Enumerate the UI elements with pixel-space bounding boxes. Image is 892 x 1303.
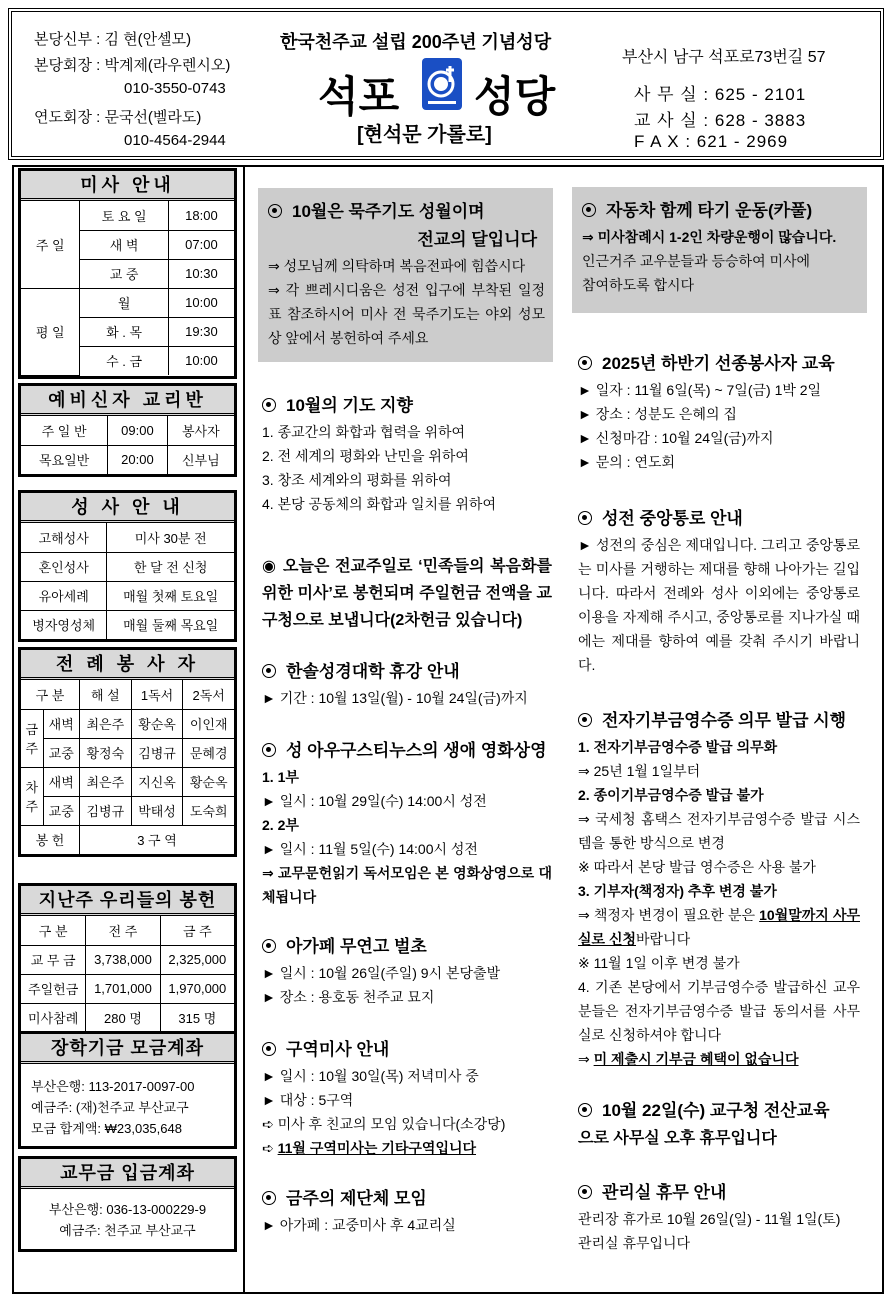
table-cell: 도숙희	[183, 796, 234, 825]
notice-e-receipt	[578, 707, 860, 1071]
notice-line: 인근거주 교우분들과 등승하여 미사에	[582, 253, 811, 269]
ministers-panel	[18, 647, 237, 857]
bullet-icon	[262, 398, 276, 412]
notice-line: 2. 전 세계의 평화와 난민을 위하여	[262, 448, 469, 464]
notice-line: 4. 본당 공동체의 화합과 일치를 위하여	[262, 496, 496, 512]
notice-line	[262, 1136, 557, 1160]
table-cell: 김병규	[79, 796, 131, 825]
table-cell: 주일헌금	[21, 974, 86, 1003]
table-row	[21, 581, 234, 610]
table-cell: 2,325,000	[160, 945, 234, 974]
notice-groups	[262, 1185, 557, 1237]
church-logo	[422, 58, 462, 110]
bullet-icon	[262, 1191, 276, 1205]
column-divider	[243, 165, 245, 1294]
sacraments-panel	[18, 490, 237, 642]
dues-panel	[18, 1156, 237, 1252]
notice-title-text: 성 아우구스티누스의 생애 영화상영	[286, 741, 547, 760]
notice-line: ► 장소 : 성분도 은혜의 집	[578, 406, 737, 422]
table-cell: 2독서	[183, 680, 234, 709]
table-cell: 미사 30분 전	[107, 523, 234, 552]
table-cell: 구 분	[21, 916, 86, 945]
text-segment: 미 제출시 기부금 혜택이 없습니다	[593, 1051, 799, 1067]
table-cell: 병자영성체	[21, 610, 107, 639]
table-cell: 새벽	[43, 767, 79, 796]
panel-title: 전 례 봉 사 자	[21, 650, 234, 680]
scholarship-account	[21, 1064, 234, 1151]
table-cell: 박태성	[131, 796, 183, 825]
table-cell: 매월 첫째 토요일	[107, 581, 234, 610]
table-cell: 새벽	[43, 709, 79, 738]
table-cell: 금 주	[160, 916, 234, 945]
table-row	[21, 416, 234, 445]
pastor-info: 본당신부 : 김 현(안셀모)	[34, 31, 192, 48]
notice-district-mass	[262, 1036, 557, 1160]
church-address: 부산시 남구 석포로73번길 57	[622, 49, 826, 66]
table-cell: 봉 헌	[21, 825, 79, 854]
table-cell: 토 요 일	[80, 201, 168, 230]
table-row	[21, 288, 234, 317]
notice-line: 관리장 휴가로 10월 26일(일) - 11월 1일(토)	[578, 1211, 841, 1227]
notice-title	[578, 505, 860, 533]
notice-line: 관리실 휴무입니다	[578, 1235, 691, 1251]
text-segment: ➪	[262, 1140, 278, 1156]
notice-office-closed	[578, 1097, 860, 1152]
table-cell: 최은주	[79, 767, 131, 796]
panel-title: 장학기금 모금계좌	[21, 1034, 234, 1064]
table-cell: 평 일	[21, 288, 80, 375]
table-cell: 전 주	[86, 916, 160, 945]
table-cell: 황정숙	[79, 738, 131, 767]
bullet-icon	[578, 1103, 592, 1117]
table-cell: 19:30	[168, 317, 234, 346]
notice-title	[262, 933, 557, 961]
notice-title	[578, 707, 860, 735]
text-segment: 바랍니다	[636, 931, 691, 947]
table-row	[21, 916, 234, 945]
table-cell: 월	[80, 288, 168, 317]
notice-line: ► 대상 : 5구역	[262, 1092, 354, 1108]
notice-line: ⇒ 교무문헌읽기 독서모임은 본 영화상영으로 대체됩니다	[262, 865, 552, 905]
notice-line: ⇒ 성모님께 의탁하며 복음전파에 힘씁시다	[268, 258, 526, 274]
notice-cemetery	[262, 933, 557, 1009]
table-cell: 1,970,000	[160, 974, 234, 1003]
notice-line: ► 기간 : 10월 13일(월) - 10월 24일(금)까지	[262, 690, 528, 706]
notice-title	[262, 1036, 557, 1064]
bullet-icon	[268, 204, 282, 218]
notice-title-text: 성전 중앙통로 안내	[602, 509, 743, 528]
table-cell: 구 분	[21, 680, 79, 709]
table-cell: 교 중	[80, 259, 168, 288]
table-row	[21, 445, 234, 474]
ministers-table	[21, 680, 234, 854]
table-row	[21, 709, 234, 738]
notice-volunteer-edu	[578, 350, 868, 474]
table-row	[21, 767, 234, 796]
president-info: 본당회장 : 박계제(라우렌시오)	[34, 57, 231, 74]
notice-line: ► 장소 : 용호동 천주교 묘지	[262, 989, 435, 1005]
notice-title	[578, 1179, 868, 1207]
notice-title-text: 10월은 묵주기도 성월이며	[292, 202, 485, 221]
notice-line: ⇒ 25년 1월 1일부터	[578, 763, 701, 779]
notice-title-text: 2025년 하반기 선종봉사자 교육	[602, 354, 835, 373]
table-cell: 김병규	[131, 738, 183, 767]
notice-aisle	[578, 505, 860, 677]
notice-title-line2: 전교의 달입니다	[417, 230, 537, 249]
account-line: 모금 합계액: ₩23,035,648	[31, 1121, 182, 1136]
notice-line: 2. 종이기부금영수증 발급 불가	[578, 787, 764, 803]
account-line: 부산은행: 036-13-000229-9	[48, 1202, 207, 1217]
table-cell: 교중	[43, 796, 79, 825]
table-row	[21, 552, 234, 581]
notice-line: ※ 따라서 본당 발급 영수증은 사용 불가	[578, 859, 816, 875]
notice-title-text: 한솔성경대학 휴강 안내	[286, 662, 460, 681]
table-cell: 혼인성사	[21, 552, 107, 581]
table-cell: 3 구 역	[79, 825, 234, 854]
notice-line: ► 일자 : 11월 6일(목) ~ 7일(금) 1박 2일	[578, 382, 822, 398]
notice-title-text: 전자기부금영수증 의무 발급 시행	[602, 711, 847, 730]
table-row	[21, 825, 234, 854]
notice-line: 2. 2부	[262, 817, 299, 833]
notice-line: ► 일시 : 10월 30일(목) 저녁미사 중	[262, 1068, 479, 1084]
notice-line: ► 문의 : 연도회	[578, 454, 676, 470]
notice-title	[582, 197, 859, 225]
bullet-icon	[262, 939, 276, 953]
anniversary-title: 한국천주교 설립 200주년 기념성당	[280, 32, 552, 52]
bullet-icon	[578, 511, 592, 525]
notice-carpool	[572, 187, 867, 313]
notice-line: ► 일시 : 10월 29일(수) 14:00시 성전	[262, 793, 487, 809]
notice-line: ◉ 오늘은 전교주일로 ‘민족들의 복음화를 위한 미사’로 봉헌되며 주일헌금 전액을 교구청으로 보냅니다(2차헌금 있습니다)	[262, 558, 552, 629]
notice-line: 1. 전자기부금영수증 발급 의무화	[578, 739, 778, 755]
table-cell: 화 . 목	[80, 317, 168, 346]
fax-number: F A X : 621 - 2969	[634, 132, 789, 151]
notice-line: ► 일시 : 11월 5일(수) 14:00시 성전	[262, 841, 478, 857]
table-cell: 해 설	[79, 680, 131, 709]
table-cell: 미사참례	[21, 1003, 86, 1032]
mass-schedule-table	[21, 201, 234, 376]
offering-table	[21, 916, 234, 1032]
notice-caretaker	[578, 1179, 868, 1255]
table-cell: 주 일 반	[21, 416, 108, 445]
table-cell: 매월 둘째 목요일	[107, 610, 234, 639]
bullet-icon	[578, 713, 592, 727]
notice-line: 3. 기부자(책정자) 추후 변경 불가	[578, 883, 777, 899]
notice-line: 1. 1부	[262, 769, 299, 785]
table-row	[21, 523, 234, 552]
table-cell: 황순옥	[131, 709, 183, 738]
notice-title	[578, 1097, 860, 1125]
patron-saint: [현석문 가롤로]	[357, 124, 492, 146]
notice-line: 1. 종교간의 화합과 협력을 위하여	[262, 424, 466, 440]
notice-bible-college	[262, 658, 557, 710]
bullet-icon	[262, 743, 276, 757]
bullet-icon	[582, 203, 596, 217]
notice-line: 참여하도록 합시다	[582, 277, 695, 293]
table-cell: 이인재	[183, 709, 234, 738]
notice-title-text: 아가페 무연고 벌초	[286, 937, 427, 956]
table-cell: 07:00	[168, 230, 234, 259]
table-cell: 1,701,000	[86, 974, 160, 1003]
table-cell: 지신옥	[131, 767, 183, 796]
notice-line: ► 성전의 중심은 제대입니다. 그리고 중앙통로는 미사를 거행하는 제대를 향해 나아가는 길입니다. 따라서 전례와 성사 이외에는 중앙통로 이용을 자제해 주시고, 중앙통로를 지나가실 때에는 제대를 향하여 예를 갖춰 주시기 바랍니다.	[578, 537, 860, 673]
sacraments-table	[21, 523, 234, 639]
account-line: 예금주: (재)천주교 부산교구	[31, 1100, 189, 1115]
table-row	[21, 945, 234, 974]
table-cell: 20:00	[108, 445, 167, 474]
church-name-right: 성당	[474, 73, 556, 120]
table-cell: 10:30	[168, 259, 234, 288]
text-segment: 10월말까지 사무실로 신청	[578, 907, 860, 947]
table-cell: 280 명	[86, 1003, 160, 1032]
notice-line	[578, 903, 860, 951]
table-cell: 봉사자	[167, 416, 234, 445]
association-info: 연도회장 : 문국선(벨라도)	[34, 109, 202, 126]
panel-title: 지난주 우리들의 봉헌	[21, 886, 234, 916]
table-row	[21, 796, 234, 825]
teacher-phone: 교 사 실 : 628 - 3883	[634, 111, 807, 130]
notice-line: 3. 창조 세계와의 평화를 위하여	[262, 472, 452, 488]
table-row	[21, 680, 234, 709]
table-cell: 1독서	[131, 680, 183, 709]
notice-title	[578, 350, 868, 378]
notice-title-text: 10월의 기도 지향	[286, 396, 413, 415]
notice-rosary	[258, 188, 553, 362]
account-line: 부산은행: 113-2017-0097-00	[31, 1079, 195, 1094]
table-cell: 315 명	[160, 1003, 234, 1032]
notice-line: 4. 기존 본당에서 기부금영수증 발급하신 교우분들은 전자기부금영수증 발급 동의서를 사무실로 신청하셔야 합니다	[578, 979, 860, 1043]
bullet-icon	[578, 1185, 592, 1199]
offering-panel	[18, 883, 237, 1035]
table-cell: 최은주	[79, 709, 131, 738]
notice-title-text: 금주의 제단체 모임	[286, 1189, 427, 1208]
table-cell: 10:00	[168, 346, 234, 375]
table-cell: 10:00	[168, 288, 234, 317]
mass-schedule-panel	[18, 168, 237, 379]
table-row	[21, 738, 234, 767]
table-cell: 교중	[43, 738, 79, 767]
table-cell: 교 무 금	[21, 945, 86, 974]
bullet-icon	[262, 664, 276, 678]
notice-title-text: 10월 22일(수) 교구청 전산교육	[602, 1101, 830, 1120]
table-cell: 차주	[21, 767, 43, 825]
catechumen-panel	[18, 383, 237, 477]
table-cell: 신부님	[167, 445, 234, 474]
table-cell: 수 . 금	[80, 346, 168, 375]
notice-title	[262, 658, 557, 686]
table-cell: 목요일반	[21, 445, 108, 474]
notice-line: 으로 사무실 오후 휴무입니다	[578, 1130, 777, 1147]
notice-line: ➪ 미사 후 친교의 모임 있습니다(소강당)	[262, 1116, 506, 1132]
panel-title: 교무금 입금계좌	[21, 1159, 234, 1189]
bullet-icon	[262, 1042, 276, 1056]
table-cell: 황순옥	[183, 767, 234, 796]
table-row	[21, 201, 234, 230]
notice-title-text: 관리실 휴무 안내	[602, 1183, 727, 1202]
church-name-left: 석포	[318, 73, 400, 120]
text-segment: ⇒	[578, 1051, 594, 1067]
bullet-icon	[578, 356, 592, 370]
panel-title: 미사 안내	[21, 171, 234, 201]
notice-line	[578, 1047, 860, 1071]
table-cell: 한 달 전 신청	[107, 552, 234, 581]
notice-title	[262, 392, 557, 420]
table-cell: 3,738,000	[86, 945, 160, 974]
association-phone: 010-4564-2944	[124, 132, 226, 149]
bulletin-header	[8, 8, 884, 160]
notice-prayer-intention	[262, 392, 557, 516]
table-row	[21, 974, 234, 1003]
catechumen-table	[21, 416, 234, 474]
notice-line: ⇒ 미사참례시 1-2인 차량운행이 많습니다.	[582, 229, 837, 245]
table-cell: 새 벽	[80, 230, 168, 259]
dues-account	[21, 1189, 234, 1253]
panel-title: 예비신자 교리반	[21, 386, 234, 416]
table-cell: 금주	[21, 709, 43, 767]
table-row	[21, 610, 234, 639]
notice-line: ※ 11월 1일 이후 변경 불가	[578, 955, 740, 971]
notice-line: ⇒ 국세청 홈택스 전자기부금영수증 발급 시스템을 통한 방식으로 변경	[578, 811, 860, 851]
table-cell: 09:00	[108, 416, 167, 445]
text-segment: 11월 구역미사는 기타구역입니다	[277, 1140, 477, 1156]
notice-title	[262, 737, 552, 765]
notice-mission-sunday	[262, 553, 552, 634]
notice-line: ► 아가페 : 교중미사 후 4교리실	[262, 1217, 456, 1233]
president-phone: 010-3550-0743	[124, 80, 226, 97]
table-cell: 주 일	[21, 201, 80, 288]
table-cell: 18:00	[168, 201, 234, 230]
table-row	[21, 1003, 234, 1032]
notice-line: ► 신청마감 : 10월 24일(금)까지	[578, 430, 774, 446]
notice-line: ⇒ 각 쁘레시디움은 성전 입구에 부착된 일정표 참조하시어 미사 전 묵주기도는 야외 성모상 앞에서 봉헌하여 주세요	[268, 282, 545, 346]
panel-title: 성 사 안 내	[21, 493, 234, 523]
scholarship-panel	[18, 1031, 237, 1149]
notice-title	[262, 1185, 557, 1213]
notice-line: ► 일시 : 10월 26일(주일) 9시 본당출발	[262, 965, 501, 981]
account-line: 예금주: 천주교 부산교구	[59, 1223, 196, 1238]
notice-title	[268, 198, 545, 226]
text-segment: ⇒ 책정자 변경이 필요한 분은	[578, 907, 760, 923]
notice-title-text: 구역미사 안내	[286, 1040, 390, 1059]
notice-movie	[262, 737, 552, 909]
table-cell: 고해성사	[21, 523, 107, 552]
office-phone: 사 무 실 : 625 - 2101	[634, 85, 807, 104]
notice-title-text: 자동차 함께 타기 운동(카풀)	[606, 201, 813, 220]
table-cell: 유아세례	[21, 581, 107, 610]
table-cell: 문혜경	[183, 738, 234, 767]
